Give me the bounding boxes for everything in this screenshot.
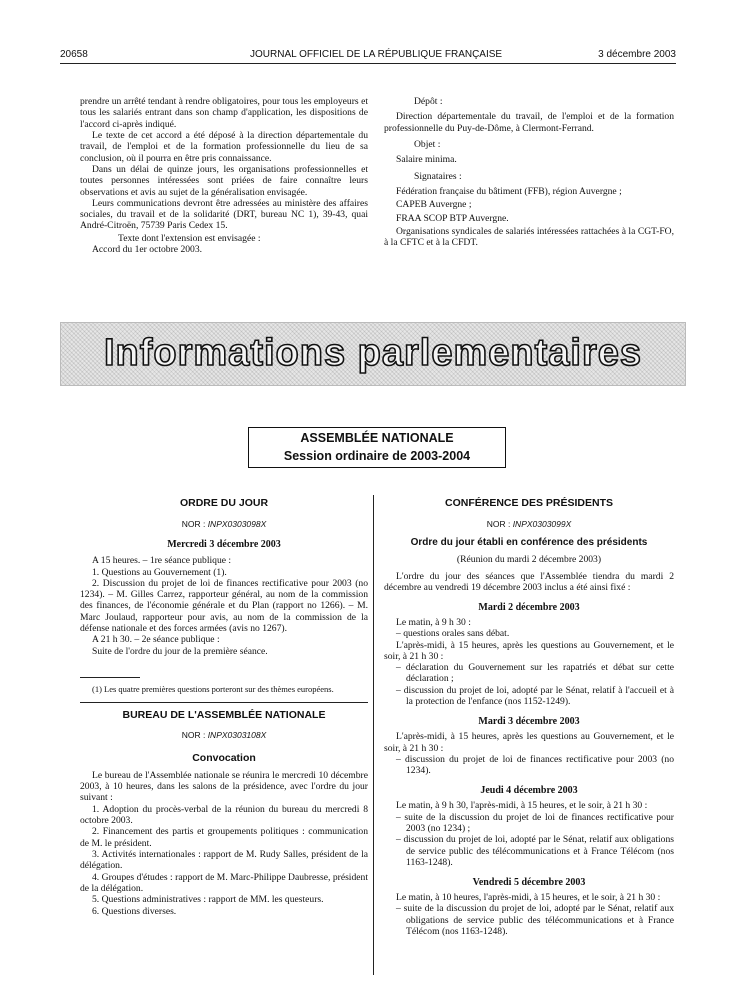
- column-divider: [373, 495, 374, 975]
- agenda-item: – suite de la discussion du projet de loi de finances rectificative pour 2003 (no 1234) ;: [396, 811, 674, 834]
- day-title: Vendredi 5 décembre 2003: [472, 877, 586, 889]
- nor-reference: NOR : INPX0303099X: [486, 519, 572, 530]
- agenda-item: – suite de la discussion du projet de loi, adopté par le Sénat, relatif aux obligations de service public des télécommunications et à France Télécom (nos 1163-1248).: [396, 903, 674, 937]
- right-column: [384, 497, 674, 937]
- nor-reference: NOR : INPX0303108X: [181, 730, 267, 741]
- assembly-title: ASSEMBLÉE NATIONALE: [300, 431, 454, 445]
- journal-title: JOURNAL OFFICIEL DE LA RÉPUBLIQUE FRANÇAISE: [250, 49, 503, 60]
- paragraph: Dans un délai de quinze jours, les organisations professionnelles et toutes personnes intéressées sont priées de faire connaître leurs observations et avis au sujet de la généralisation envisagée.: [80, 163, 368, 198]
- day-title: Mercredi 3 décembre 2003: [167, 539, 281, 551]
- day-title: Mardi 3 décembre 2003: [478, 716, 580, 728]
- agenda-item: – discussion du projet de loi, adopté par le Sénat, relatif aux obligations de service public des télécommunications et à France Télécom (nos 1163-1248).: [396, 834, 674, 868]
- agenda-item: – discussion du projet de loi de finances rectificative pour 2003 (no 1234).: [396, 753, 674, 777]
- session-line: Le matin, à 9 h 30, l'après-midi, à 15 heures, et le soir, à 21 h 30 :: [396, 800, 648, 812]
- section-rule: [80, 702, 368, 703]
- left-column: [80, 497, 368, 917]
- footnote-rule: [80, 677, 140, 678]
- convocation-item: 4. Groupes d'études : rapport de M. Marc-Philippe Daubresse, président de la délégation.: [80, 871, 368, 894]
- top-right-column: [384, 96, 674, 248]
- convocation-title: Convocation: [192, 752, 256, 765]
- conference-subtitle: Ordre du jour établi en conférence des présidents: [410, 537, 648, 549]
- convocation-item: 3. Activités internationales : rapport de M. Rudy Salles, président de la délégation.: [80, 848, 368, 872]
- paragraph: prendre un arrêté tendant à rendre obligatoires, pour tous les employeurs et tous les salariés entrant dans son champ d'application, les dispositions de l'accord ci-après indiqué.: [80, 96, 368, 130]
- signataire: CAPEB Auvergne ;: [396, 199, 472, 211]
- signataire: FRAA SCOP BTP Auvergne.: [396, 212, 509, 224]
- signataire: Organisations syndicales de salariés intéressées rattachées à la CGT-FO, à la CFTC et à la CFDT.: [384, 225, 674, 249]
- day-title: Jeudi 4 décembre 2003: [480, 785, 578, 797]
- depot-text: Direction départementale du travail, de l'emploi et de la formation professionnelle du Puy-de-Dôme, à Clermont-Ferrand.: [384, 111, 674, 134]
- convocation-intro: Le bureau de l'Assemblée nationale se réunira le mercredi 10 décembre 2003, à 10 heures, dans les salons de la présidence, avec l'ordre du jour suivant :: [80, 769, 368, 804]
- session-line: L'après-midi, à 15 heures, après les questions au Gouvernement, et le soir, à 21 h 30 :: [384, 639, 674, 662]
- page-header: [60, 49, 676, 64]
- convocation-item: 5. Questions administratives : rapport de MM. les questeurs.: [92, 894, 324, 906]
- bureau-title: BUREAU DE L'ASSEMBLÉE NATIONALE: [122, 709, 326, 722]
- paragraph: Texte dont l'extension est envisagée :: [118, 232, 261, 244]
- ordre-du-jour-title: ORDRE DU JOUR: [179, 497, 269, 509]
- agenda-item: – questions orales sans débat.: [396, 628, 510, 640]
- banner-title: Informations parlementaires: [103, 332, 643, 374]
- session-line: A 15 heures. – 1re séance publique :: [92, 555, 232, 567]
- session-line: L'après-midi, à 15 heures, après les questions au Gouvernement, et le soir, à 21 h 30 :: [384, 731, 674, 754]
- convocation-item: 1. Adoption du procès-verbal de la réunion du bureau du mercredi 8 octobre 2003.: [80, 803, 368, 827]
- convocation-item: 6. Questions diverses.: [92, 905, 177, 917]
- conference-title: CONFÉRENCE DES PRÉSIDENTS: [444, 497, 614, 509]
- header-date: 3 décembre 2003: [598, 49, 676, 60]
- agenda-item: – discussion du projet de loi, adopté par le Sénat, relatif à l'accueil et à la protection de l'enfance (nos 1152-1249).: [396, 684, 674, 708]
- objet-label: Objet :: [414, 138, 441, 150]
- day-title: Mardi 2 décembre 2003: [478, 602, 580, 614]
- conference-intro: L'ordre du jour des séances que l'Assemblée tiendra du mardi 2 décembre au vendredi 19 décembre 2003 inclus a été ainsi fixé :: [384, 570, 674, 593]
- signataire: Fédération française du bâtiment (FFB), région Auvergne ;: [396, 185, 622, 197]
- section-banner: [60, 322, 686, 386]
- session-line: A 21 h 30. – 2e séance publique :: [92, 634, 220, 646]
- session-title: Session ordinaire de 2003-2004: [283, 449, 471, 463]
- paragraph: Leurs communications devront être adressées au ministère des affaires sociales, du travail et de la solidarité (DRT, bureau NC 1), 39-43, quai André-Citroën, 75739 Paris Cedex 15.: [80, 197, 368, 232]
- agenda-item: Suite de l'ordre du jour de la première séance.: [92, 645, 268, 657]
- convocation-item: 2. Financement des partis et groupements politiques : communication de M. le président.: [80, 826, 368, 849]
- top-left-column: [80, 96, 368, 255]
- assembly-box: [248, 427, 506, 468]
- paragraph: Le texte de cet accord a été déposé à la direction départementale du travail, de l'emploi et de la formation professionnelle du lieu de sa conclusion, où il pourra en être pris connaissance.: [80, 129, 368, 164]
- nor-reference: NOR : INPX0303098X: [181, 519, 267, 530]
- session-line: Le matin, à 9 h 30 :: [396, 616, 471, 628]
- depot-label: Dépôt :: [414, 96, 443, 107]
- paragraph: Accord du 1er octobre 2003.: [92, 244, 203, 256]
- objet-text: Salaire minima.: [396, 154, 457, 166]
- reunion-date: (Réunion du mardi 2 décembre 2003): [456, 554, 602, 566]
- footnote: (1) Les quatre premières questions porteront sur des thèmes européens.: [92, 684, 334, 694]
- session-line: Le matin, à 10 heures, l'après-midi, à 15 heures, et le soir, à 21 h 30 :: [396, 891, 661, 903]
- page-number: 20658: [60, 49, 88, 60]
- signataires-label: Signataires :: [414, 170, 462, 182]
- agenda-item: 2. Discussion du projet de loi de finances rectificative pour 2003 (no 1234). – M. Gilles Carrez, rapporteur général, au nom de la commission des finances, de l'économie générale et du Plan (rapport no 1266). – M. Marc Joulaud, rapporteur pour avis, au nom de la commission de la défense nationale et des forces armées (avis no 1267).: [80, 577, 368, 635]
- agenda-item: – déclaration du Gouvernement sur les rapatriés et débat sur cette déclaration ;: [396, 662, 674, 685]
- agenda-item: 1. Questions au Gouvernement (1).: [92, 566, 227, 578]
